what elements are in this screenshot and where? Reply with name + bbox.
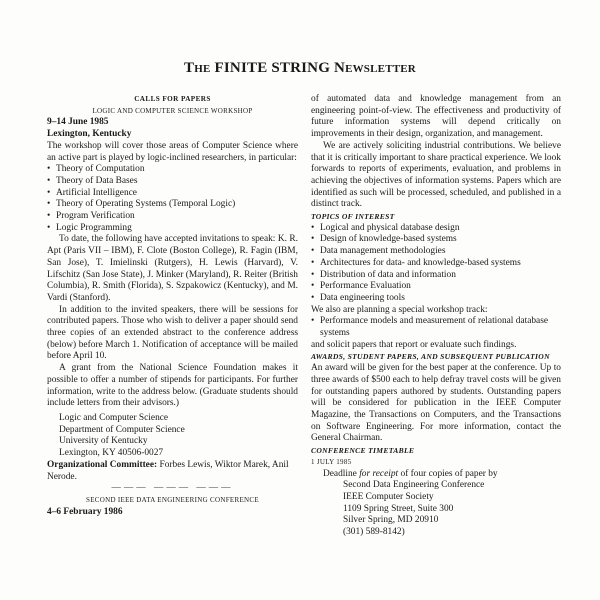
organizational-committee: Organizational Committee: Forbes Lewis, Wiktor Marek, Anil Nerode.	[47, 459, 289, 482]
invited-speakers-paragraph: To date, the following have accepted invitations to speak: K. R. Apt (Paris VII – IBM), F. Clote (Boston College), R. Fagin (IBM, San Jose), T. Imielinski (Rutgers), H. Lewis (Harvard), V. Lifschitz (San Jose State), J. Minker (Maryland), R. Reiter (British Columbia), R. Smith (Florida), S. Szpakowicz (Kentucky), and M. Vardi (Stanford).	[47, 234, 298, 303]
list-item: • Data engineering tools	[311, 293, 561, 305]
list-item: • Performance Evaluation	[311, 281, 561, 293]
list-item: • Data management methodologies	[311, 246, 561, 258]
address-line: University of Kentucky	[59, 436, 148, 447]
contributed-sessions-paragraph: In addition to the invited speakers, there will be sessions for contributed papers. Those who wish to deliver a paper should send three copies of an extended abstract to the conference address (below) before March 1. Notification of acceptance will be mailed before April 10.	[47, 304, 298, 362]
address-line: IEEE Computer Society	[343, 491, 434, 502]
address-line: Lexington, KY 40506-0027	[59, 448, 164, 459]
solicit-line: and solicit papers that report or evaluate such findings.	[311, 339, 517, 350]
address-line: Logic and Computer Science	[59, 412, 169, 423]
address-line: (301) 589-8142)	[343, 527, 405, 538]
topics-of-interest-list	[311, 223, 561, 305]
grant-paragraph: A grant from the National Science Foundation makes it possible to offer a number of stipends for participants. For further information, write to the address below. (Graduate students should include letters from their advisors.)	[47, 363, 298, 409]
list-item: • Design of knowledge-based systems	[311, 234, 561, 246]
workshop-topic-list	[47, 164, 298, 234]
right-column	[311, 94, 561, 539]
topics-of-interest-heading: TOPICS OF INTEREST	[311, 212, 395, 222]
list-item: • Distribution of data and information	[311, 270, 561, 282]
left-column	[47, 94, 298, 518]
second-conference-title: SECOND IEEE DATA ENGINEERING CONFERENCE	[86, 495, 259, 504]
list-item: • Logical and physical database design	[311, 223, 561, 235]
section-divider: ——— ——— ———	[111, 483, 234, 494]
list-item: • Artificial Intelligence	[47, 188, 298, 200]
address-line: Silver Spring, MD 20910	[343, 515, 439, 526]
awards-heading: AWARDS, STUDENT PAPERS, AND SUBSEQUENT PUBLICATION	[311, 352, 550, 362]
second-conference-date: 4–6 February 1986	[47, 506, 123, 517]
list-item: • Theory of Computation	[47, 164, 298, 176]
workshop-title: LOGIC AND COMPUTER SCIENCE WORKSHOP	[92, 106, 253, 115]
page-title: THE FINITE STRING NEWSLETTER	[184, 60, 416, 76]
list-item: • Theory of Operating Systems (Temporal Logic)	[47, 199, 298, 211]
address-line: Second Data Engineering Conference	[343, 480, 485, 491]
workshop-intro: The workshop will cover those areas of Computer Science where an active part is played by logic-inclined researchers, in particular:	[47, 140, 298, 163]
special-track-list	[311, 316, 561, 339]
address-line: 1109 Spring Street, Suite 300	[343, 503, 454, 514]
list-item: • Theory of Data Bases	[47, 176, 298, 188]
timetable-date: 1 JULY 1985	[311, 457, 352, 466]
awards-paragraph: An award will be given for the best paper at the conference. Up to three awards of $500 each to help defray travel costs will be given for outstanding papers authored by students. Outstanding papers will be considered for publication in the IEEE Computer Magazine, the Transactions on Computers, and the Transactions on Software Engineering. For more information, contact the General Chairman.	[311, 363, 561, 444]
continued-paragraph: of automated data and knowledge management from an engineering point-of-view. The effectiveness and productivity of future information systems will depend critically on improvements in their design, organization, and management.	[311, 94, 561, 140]
list-item: • Architectures for data- and knowledge-based systems	[311, 258, 561, 270]
list-item: • Program Verification	[47, 211, 298, 223]
address-line: Department of Computer Science	[59, 424, 185, 435]
deadline-line: Deadline for receipt of four copies of paper by	[323, 468, 498, 479]
list-item: • Performance models and measurement of relational database systems	[311, 316, 561, 339]
special-track-intro: We also are planning a special workshop track:	[311, 304, 488, 315]
conference-address	[59, 413, 298, 460]
workshop-date: 9–14 June 1985	[47, 117, 109, 128]
timetable-heading: CONFERENCE TIMETABLE	[311, 446, 415, 456]
list-item: • Logic Programming	[47, 223, 298, 235]
calls-for-papers-heading: CALLS FOR PAPERS	[134, 95, 211, 103]
workshop-location: Lexington, Kentucky	[47, 129, 132, 140]
submission-address	[343, 480, 561, 539]
soliciting-paragraph: We are actively soliciting industrial contributions. We believe that it is critically important to share practical experience. We look forwards to reports of experiments, evaluation, and problems in achieving the objectives of information systems. Papers which are identified as such will be processed, scheduled, and published in a distinct track.	[311, 140, 561, 210]
